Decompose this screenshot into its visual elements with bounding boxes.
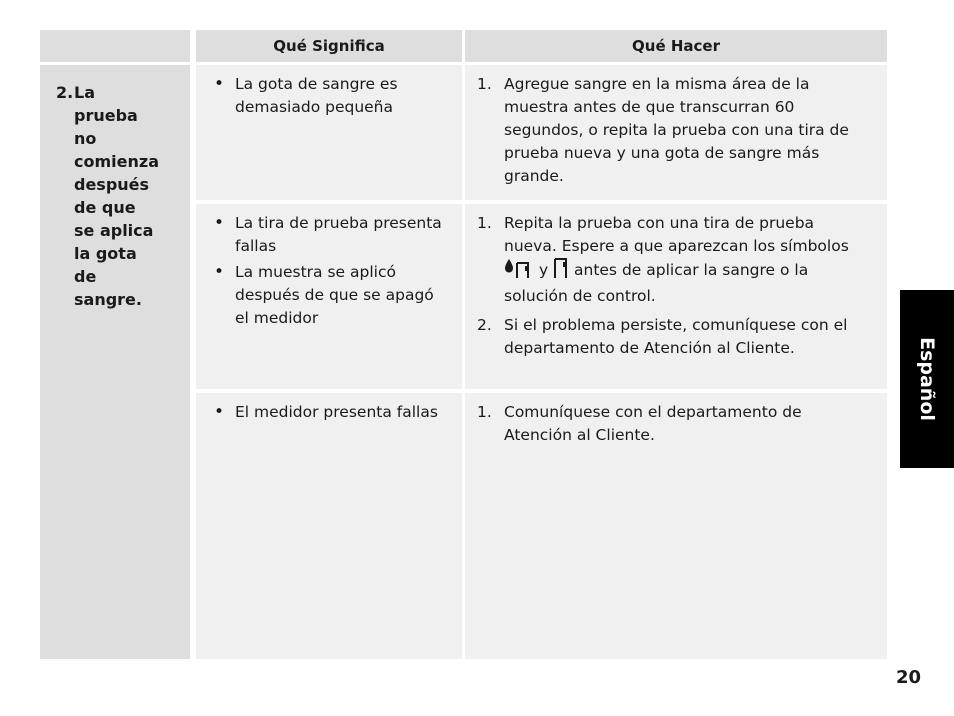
- problem-text: La prueba no comienza después de que se aplica la gota de sangre.: [74, 83, 159, 309]
- action-item: [477, 212, 869, 308]
- cause-cell-1: [196, 65, 462, 200]
- test-strip-icon: [553, 258, 569, 285]
- cause-item: • La tira de prueba presenta fallas: [214, 212, 452, 258]
- action-number: 1.: [477, 214, 492, 232]
- cause-item: • El medidor presenta fallas: [214, 401, 452, 424]
- problem-number: 2.: [56, 83, 74, 102]
- action-number: 2.: [477, 316, 492, 334]
- cause-item: • La gota de sangre es demasiado pequeña: [214, 73, 452, 119]
- action-number: 1.: [477, 403, 492, 421]
- action-text-after: antes de aplicar la sangre o la solución de control.: [504, 261, 809, 305]
- action-connector: y: [538, 261, 549, 279]
- language-tab: [900, 290, 954, 468]
- page-number: 20: [896, 667, 922, 688]
- action-cell-2: [465, 204, 887, 389]
- problem-cell: [40, 65, 190, 659]
- header-action: Qué Hacer: [465, 30, 887, 62]
- blood-drop-strip-icon: [504, 258, 534, 285]
- action-cell-3: [465, 393, 887, 659]
- action-cell-1: [465, 65, 887, 200]
- header-empty-cell: [40, 30, 190, 62]
- cause-cell-2: [196, 204, 462, 389]
- action-item: [477, 401, 869, 447]
- action-number: 1.: [477, 75, 492, 93]
- cause-cell-3: [196, 393, 462, 659]
- action-text-before: Repita la prueba con una tira de prueba nueva. Espere a que aparezcan los símbolos: [504, 214, 849, 255]
- header-meaning: Qué Significa: [196, 30, 462, 62]
- action-text: Agregue sangre en la misma área de la muestra antes de que transcurran 60 segundos, o repita la prueba con una tira de prueba nueva y una gota de sangre más grande.: [504, 75, 849, 185]
- language-tab-label: Español: [916, 337, 938, 421]
- action-item: [477, 314, 869, 360]
- action-text: Comuníquese con el departamento de Atención al Cliente.: [504, 403, 802, 444]
- action-text: Si el problema persiste, comuníquese con el departamento de Atención al Cliente.: [504, 316, 848, 357]
- cause-item: • La muestra se aplicó después de que se apagó el medidor: [214, 261, 452, 330]
- action-item: [477, 73, 869, 188]
